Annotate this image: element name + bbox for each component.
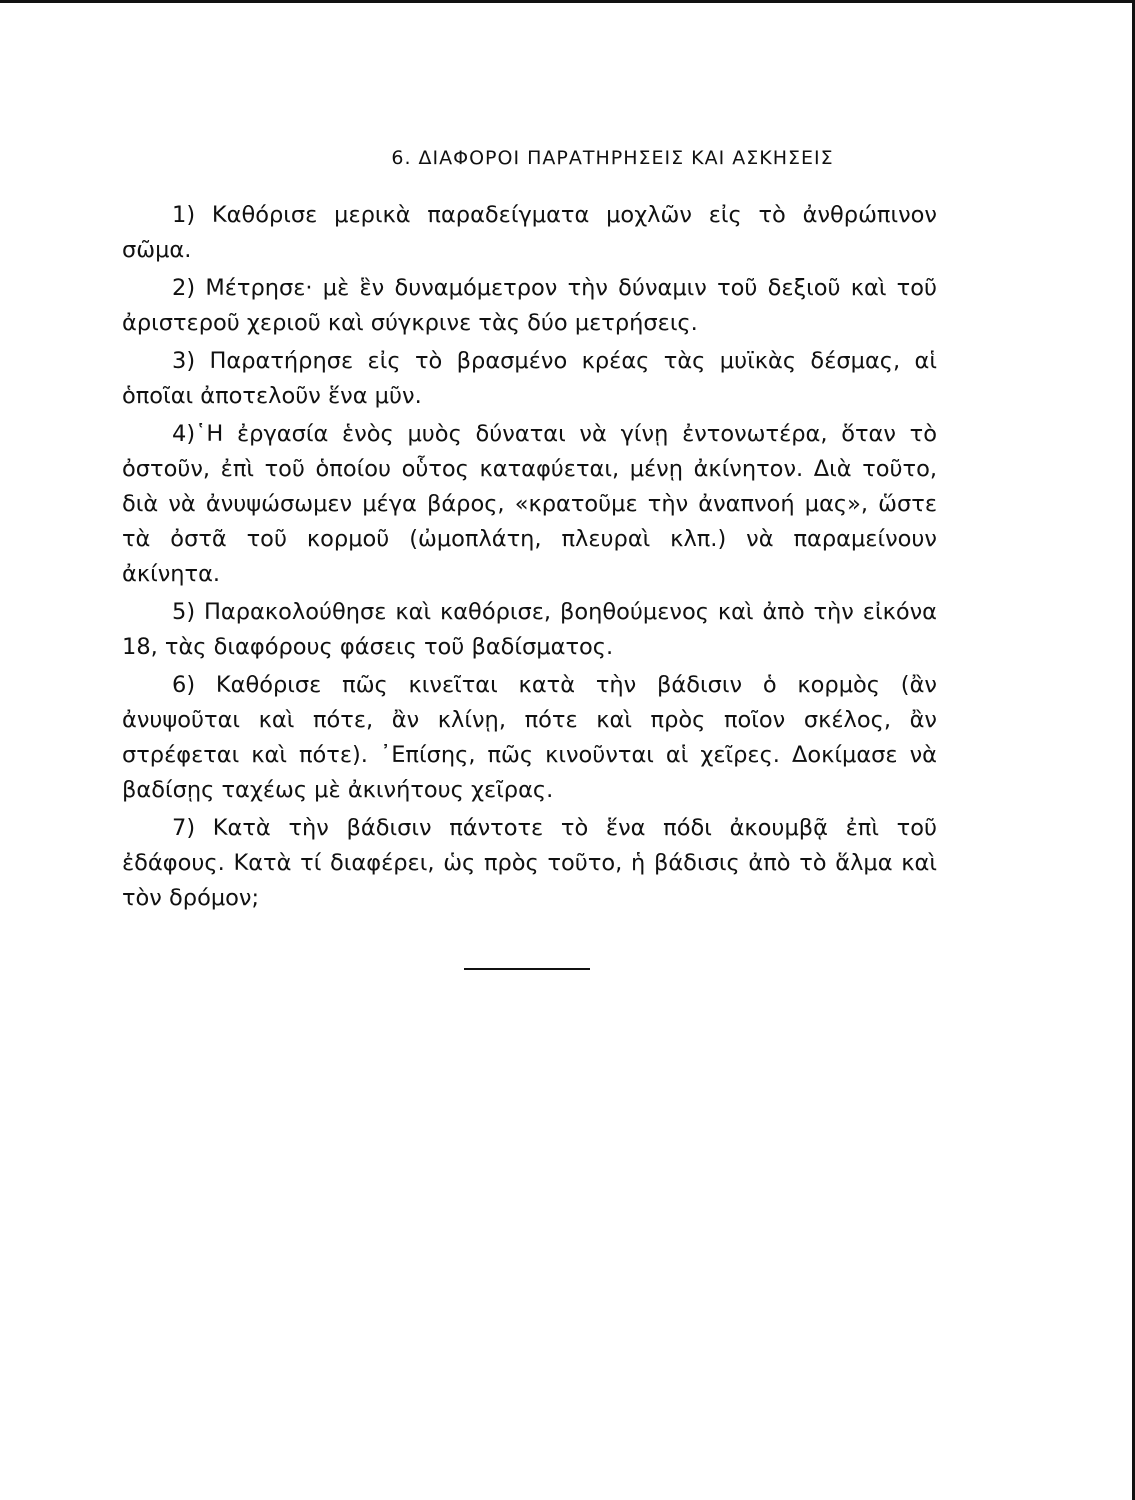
exercise-4: 4)῾Η ἐργασία ἑνὸς μυὸς δύναται νὰ γίνῃ ἐντονωτέρα, ὅταν τὸ ὀστοῦν, ἐπὶ τοῦ ὁποίου οὗτος καταφύεται, μένῃ ἀκίνητον. Διὰ τοῦτο, διὰ νὰ ἀνυψώσωμεν μέγα βάρος, «κρατοῦμε τὴν ἀναπνοή μας», ὥστε τὰ ὀστᾶ τοῦ κορμοῦ (ὠμοπλάτη, πλευραὶ κλπ.) νὰ παραμείνουν ἀκίνητα.: [122, 421, 937, 587]
exercise-list: [122, 198, 937, 919]
exercise-6: 6) Καθόρισε πῶς κινεῖται κατὰ τὴν βάδισιν ὁ κορμὸς (ἂν ἀνυψοῦται καὶ πότε, ἂν κλίνῃ, πότε καὶ πρὸς ποῖον σκέλος, ἂν στρέφεται καὶ πότε). ᾿Επίσης, πῶς κινοῦνται αἱ χεῖρες. Δοκίμασε νὰ βαδίσῃς ταχέως μὲ ἀκινήτους χεῖρας.: [122, 672, 937, 803]
end-divider: [464, 968, 590, 970]
page-edge-top: [0, 0, 1135, 3]
exercise-2: 2) Μέτρησε· μὲ ἓν δυναμόμετρον τὴν δύναμιν τοῦ δεξιοῦ καὶ τοῦ ἀριστεροῦ χεριοῦ καὶ σύγκρινε τὰς δύο μετρήσεις.: [122, 275, 937, 336]
exercise-1: 1) Καθόρισε μερικὰ παραδείγματα μοχλῶν εἰς τὸ ἀνθρώπινον σῶμα.: [122, 202, 937, 263]
exercise-7: 7) Κατὰ τὴν βάδισιν πάντοτε τὸ ἕνα πόδι ἀκουμβᾷ ἐπὶ τοῦ ἐδάφους. Κατὰ τί διαφέρει, ὡς πρὸς τοῦτο, ἡ βάδισις ἀπὸ τὸ ἅλμα καὶ τὸν δρόμον;: [122, 815, 937, 911]
section-heading: 6. ΔΙΑΦΟΡΟΙ ΠΑΡΑΤΗΡΗΣΕΙΣ ΚΑΙ ΑΣΚΗΣΕΙΣ: [391, 147, 834, 169]
exercise-5: 5) Παρακολούθησε καὶ καθόρισε, βοηθούμενος καὶ ἀπὸ τὴν εἰκόνα 18, τὰς διαφόρους φάσεις τοῦ βαδίσματος.: [122, 599, 937, 660]
exercise-3: 3) Παρατήρησε εἰς τὸ βρασμένο κρέας τὰς μυϊκὰς δέσμας, αἱ ὁποῖαι ἀποτελοῦν ἕνα μῦν.: [122, 348, 937, 409]
